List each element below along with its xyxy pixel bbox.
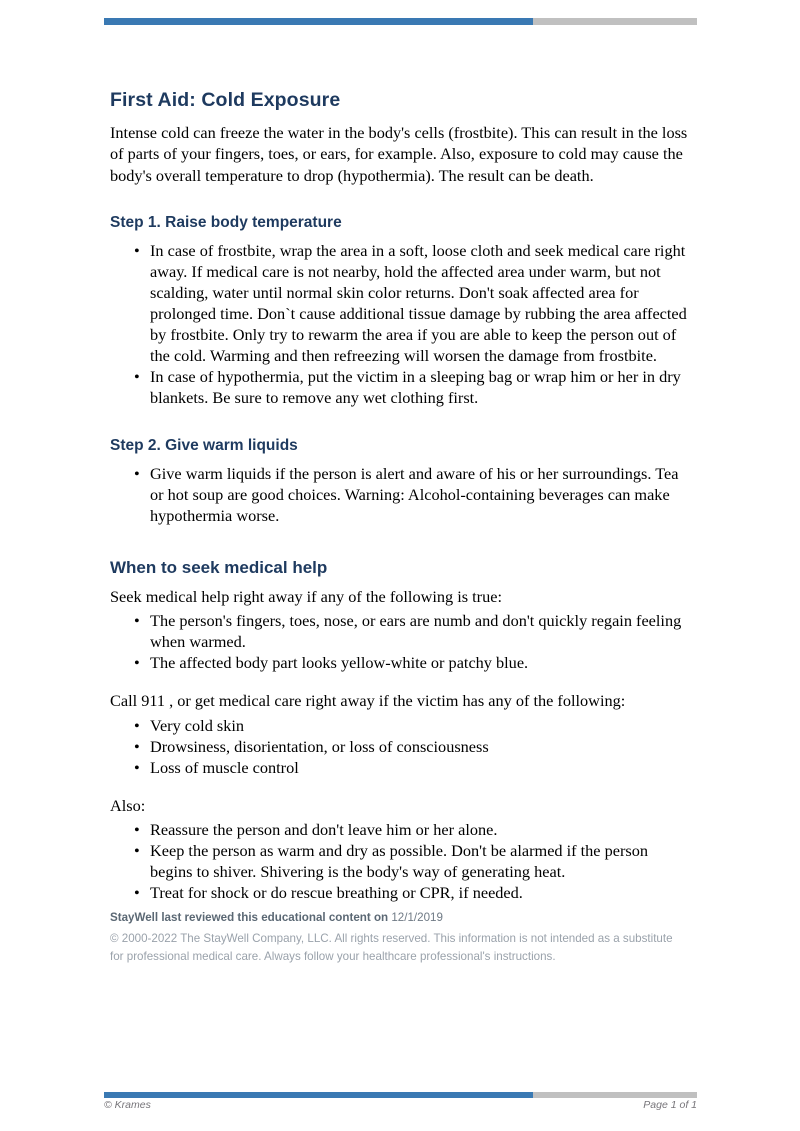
intro-paragraph: Intense cold can freeze the water in the body's cells (frostbite). This can result in the loss of parts of your fingers, toes, or ears, for example. Also, exposure to cold may cause the body's overall temperature to drop (hypothermia). The result can be death. bbox=[110, 123, 688, 185]
list-item: • In case of frostbite, wrap the area in a soft, loose cloth and seek medical care right away. If medical care is not nearby, hold the affected area under warm, but not scalding, water until normal skin color returns. Don't soak affected area for prolonged time. Don`t cause additional tissue damage by rubbing the area affected by frostbite. Only try to rewarm the area if you are able to keep the person out of the cold. Warming and then refreezing will worsen the damage from frostbite. bbox=[150, 240, 688, 367]
list-item: • The affected body part looks yellow-white or patchy blue. bbox=[150, 652, 688, 673]
list-item: • Very cold skin bbox=[150, 715, 688, 736]
section-heading-step-2: Step 2. Give warm liquids bbox=[110, 436, 298, 454]
also-bullet-list bbox=[110, 819, 688, 903]
step-1-bullet-list bbox=[110, 240, 688, 409]
footer-rule bbox=[104, 1092, 697, 1098]
section-heading-when-to-seek-medical-help: When to seek medical help bbox=[110, 557, 328, 577]
list-item: • Drowsiness, disorientation, or loss of consciousness bbox=[150, 736, 688, 757]
header-rule bbox=[104, 18, 697, 25]
also-lead-in: Also: bbox=[110, 795, 146, 815]
list-item: • Give warm liquids if the person is alert and aware of his or her surroundings. Tea or hot soup are good choices. Warning: Alcohol-containing beverages can make hypothermia worse. bbox=[150, 463, 688, 526]
page-title: First Aid: Cold Exposure bbox=[110, 89, 341, 111]
review-and-copyright-block bbox=[110, 909, 688, 966]
section-heading-step-1: Step 1. Raise body temperature bbox=[110, 213, 342, 231]
copyright-text: © 2000-2022 The StayWell Company, LLC. All rights reserved. This information is not intended as a substitute for professional medical care. Always follow your healthcare professional's instructions. bbox=[110, 932, 673, 964]
list-item: • Loss of muscle control bbox=[150, 757, 688, 778]
emergency-lead-in: Call 911 , or get medical care right away if the victim has any of the following: bbox=[110, 691, 626, 711]
document-body bbox=[110, 88, 688, 903]
list-item: • Reassure the person and don't leave him or her alone. bbox=[150, 819, 688, 840]
header-rule-grey-segment bbox=[533, 18, 697, 25]
last-reviewed-line bbox=[110, 909, 688, 926]
list-item: • Keep the person as warm and dry as possible. Don't be alarmed if the person begins to shiver. Shivering is the body's way of generating heat. bbox=[150, 840, 688, 882]
list-item: • The person's fingers, toes, nose, or ears are numb and don't quickly regain feeling when warmed. bbox=[150, 610, 688, 652]
footer-rule-grey-segment bbox=[533, 1092, 697, 1098]
step-2-bullet-list bbox=[110, 463, 688, 526]
symptoms-bullet-list bbox=[110, 610, 688, 673]
footer-rule-blue-segment bbox=[104, 1092, 533, 1098]
last-reviewed-label: StayWell last reviewed this educational content on bbox=[110, 911, 389, 924]
header-rule-blue-segment bbox=[104, 18, 533, 25]
list-item: • Treat for shock or do rescue breathing or CPR, if needed. bbox=[150, 882, 688, 903]
last-reviewed-date: 12/1/2019 bbox=[391, 911, 443, 924]
medical-help-lead-in: Seek medical help right away if any of the following is true: bbox=[110, 587, 502, 607]
footer-page-number: Page 1 of 1 bbox=[643, 1099, 697, 1111]
page-footer bbox=[104, 1099, 697, 1111]
emergency-signs-bullet-list bbox=[110, 715, 688, 778]
footer-copyright-krames: © Krames bbox=[104, 1099, 151, 1111]
list-item: • In case of hypothermia, put the victim in a sleeping bag or wrap him or her in dry blankets. Be sure to remove any wet clothing first. bbox=[150, 366, 688, 408]
